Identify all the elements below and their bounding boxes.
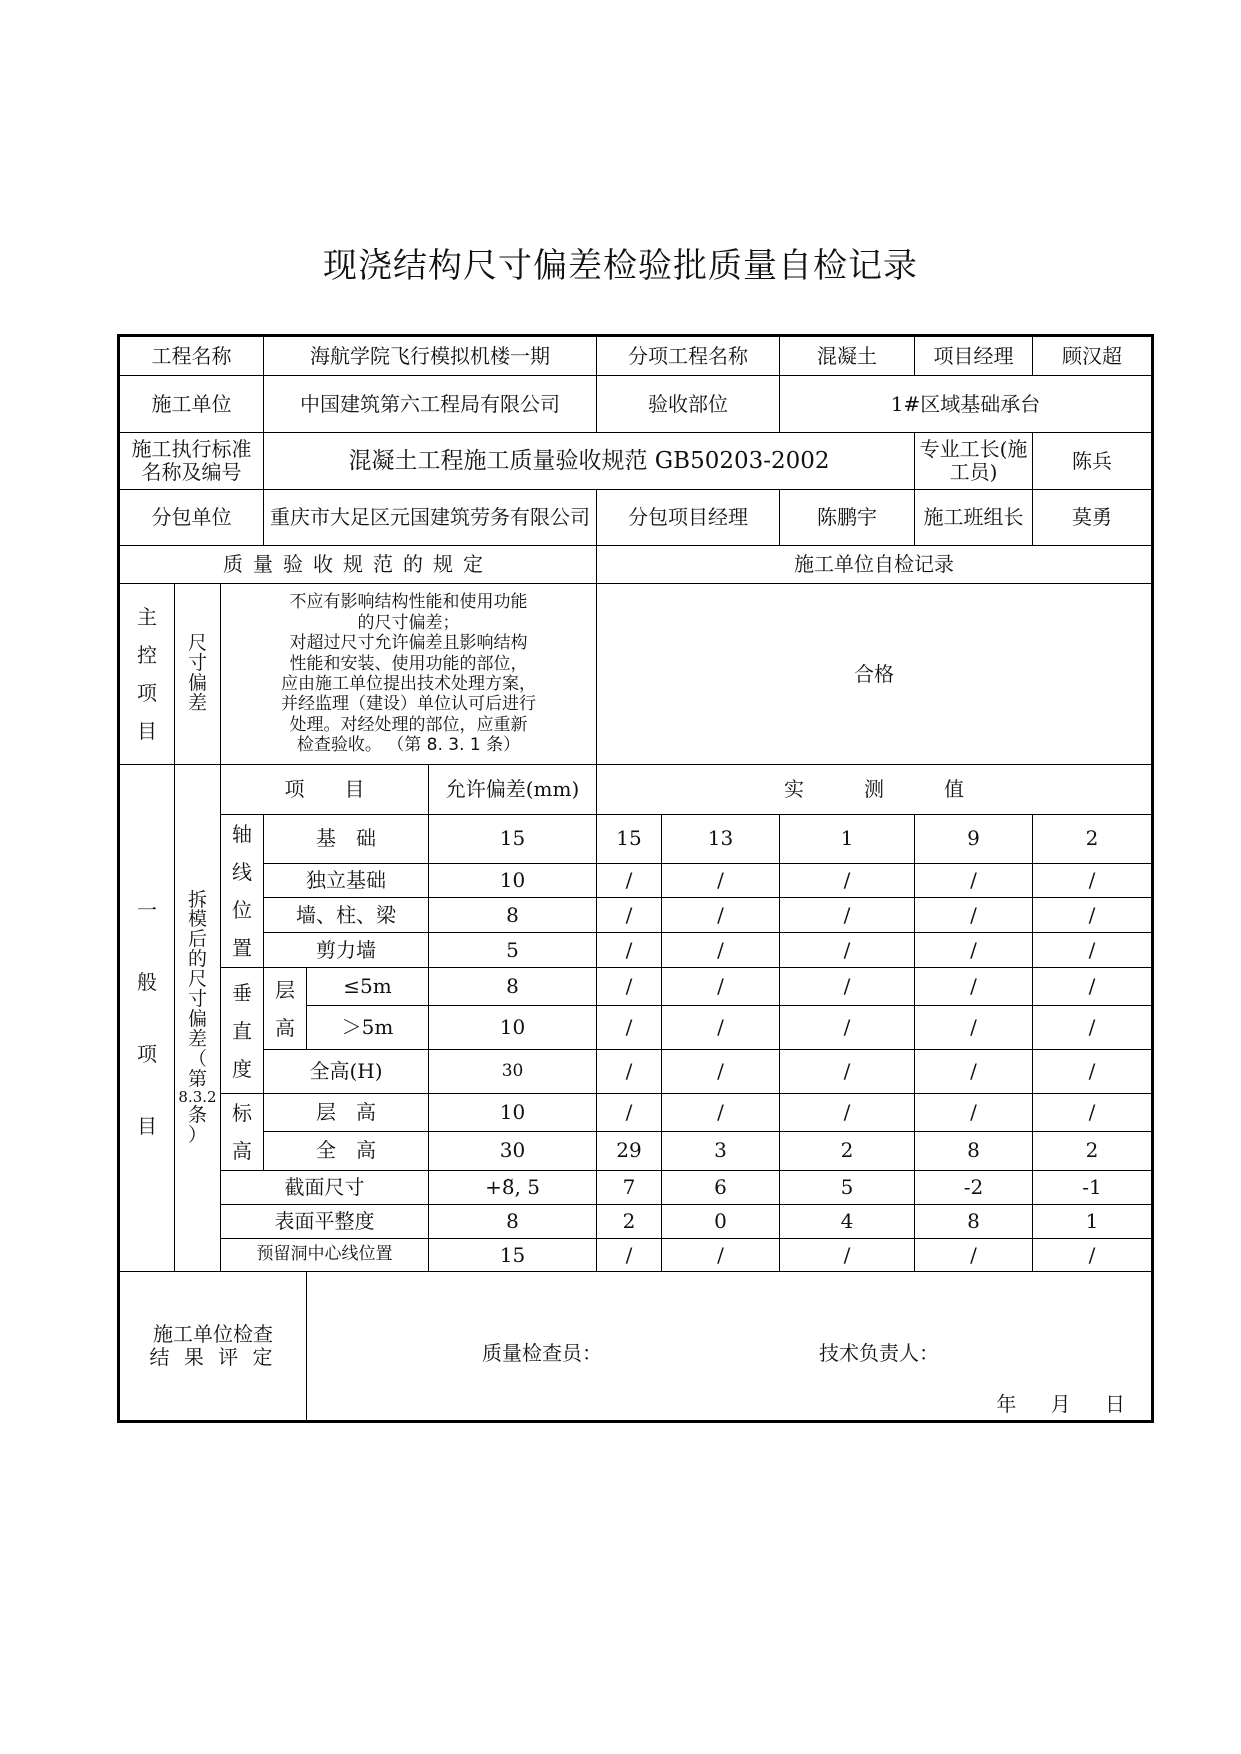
measured-value: 4 — [780, 1205, 915, 1239]
measured-value: / — [780, 898, 915, 933]
row-name: 表面平整度 — [221, 1205, 429, 1239]
measured-value: / — [915, 1239, 1033, 1272]
measured-value: / — [597, 863, 662, 898]
record-header: 施工单位自检记录 — [597, 546, 1153, 584]
evaluation-label: 施工单位检查 结 果 评 定 — [119, 1272, 307, 1422]
row-tolerance: 15 — [429, 1239, 597, 1272]
general-items-label: 一 般 项 目 — [119, 765, 175, 1272]
axis-position-label: 轴 线 位 置 — [221, 815, 264, 968]
measured-value: 9 — [915, 815, 1033, 864]
measured-value: 0 — [662, 1205, 780, 1239]
table-row — [119, 863, 1153, 898]
table-row — [119, 933, 1153, 968]
measured-value: 29 — [597, 1131, 662, 1170]
measured-value: / — [780, 933, 915, 968]
standard-value: 混凝土工程施工质量验收规范 GB50203-2002 — [264, 433, 915, 490]
row-tolerance: 5 — [429, 933, 597, 968]
main-control-label: 主 控 项 目 — [119, 584, 175, 765]
measured-value: 1 — [780, 815, 915, 864]
quality-inspector-label: 质量检查员： — [482, 1341, 603, 1365]
measured-value: / — [597, 1006, 662, 1050]
measured-value: / — [915, 1006, 1033, 1050]
measured-value: / — [780, 1050, 915, 1094]
measured-value: / — [915, 898, 1033, 933]
row-name: ≤5m — [307, 968, 429, 1006]
measured-value: 1 — [1033, 1205, 1153, 1239]
standard-label: 施工执行标准名称及编号 — [119, 433, 264, 490]
sub-project-label: 分项工程名称 — [597, 336, 780, 376]
spec-header: 质量验收规范的规定 — [119, 546, 597, 584]
manager-label: 项目经理 — [915, 336, 1033, 376]
measured-value: / — [662, 968, 780, 1006]
measured-header: 实 测 值 — [597, 765, 1153, 815]
measured-value: / — [1033, 863, 1153, 898]
acceptance-part-value: 1#区域基础承台 — [780, 376, 1153, 433]
measured-value: / — [1033, 898, 1153, 933]
elevation-label: 标 高 — [221, 1094, 264, 1171]
row-tolerance: 10 — [429, 863, 597, 898]
measured-value: / — [597, 968, 662, 1006]
row-name: 基 础 — [264, 815, 429, 864]
table-row — [119, 815, 1153, 864]
measured-value: / — [1033, 933, 1153, 968]
measured-value: / — [597, 1239, 662, 1272]
measured-value: / — [915, 1094, 1033, 1132]
row-name: 层 高 — [264, 1094, 429, 1132]
measured-value: / — [1033, 1006, 1153, 1050]
date-label: 年 月 日 — [996, 1392, 1126, 1416]
row-name: 全 高 — [264, 1131, 429, 1170]
contractor-value: 中国建筑第六工程局有限公司 — [264, 376, 597, 433]
measured-value: / — [597, 1050, 662, 1094]
row-tolerance: 10 — [429, 1094, 597, 1132]
measured-value: / — [780, 863, 915, 898]
subcontractor-value: 重庆市大足区元国建筑劳务有限公司 — [264, 490, 597, 546]
measured-value: / — [662, 1050, 780, 1094]
table-row — [119, 1239, 1153, 1272]
team-leader-label: 施工班组长 — [915, 490, 1033, 546]
row-tolerance: 8 — [429, 968, 597, 1006]
table-row — [119, 1131, 1153, 1170]
project-name-label: 工程名称 — [119, 336, 264, 376]
measured-value: / — [1033, 968, 1153, 1006]
measured-value: / — [780, 968, 915, 1006]
measured-value: / — [1033, 1050, 1153, 1094]
row-tolerance: +8̃, 5 — [429, 1171, 597, 1205]
technical-lead-label: 技术负责人： — [819, 1341, 940, 1365]
measured-value: / — [662, 933, 780, 968]
measured-value: 8 — [915, 1131, 1033, 1170]
measured-value: 13 — [662, 815, 780, 864]
measured-value: 3 — [662, 1131, 780, 1170]
measured-value: 7 — [597, 1171, 662, 1205]
measured-value: -1 — [1033, 1171, 1153, 1205]
measured-value: / — [597, 1094, 662, 1132]
tolerance-header: 允许偏差(mm) — [429, 765, 597, 815]
measured-value: / — [662, 1006, 780, 1050]
table-row — [119, 1205, 1153, 1239]
row-tolerance: 30 — [429, 1050, 597, 1094]
row-tolerance: 30 — [429, 1131, 597, 1170]
manager-value: 顾汉超 — [1033, 336, 1153, 376]
evaluation-signatures — [307, 1272, 1153, 1422]
row-name: 截面尺寸 — [221, 1171, 429, 1205]
row-tolerance: 10 — [429, 1006, 597, 1050]
project-name-value: 海航学院飞行模拟机楼一期 — [264, 336, 597, 376]
measured-value: 2 — [1033, 815, 1153, 864]
table-row — [119, 1050, 1153, 1094]
measured-value: 5 — [780, 1171, 915, 1205]
post-formwork-deviation-label: 拆 模 后 的 尺 寸 偏 差 （ 第 8.3.2 条 ） — [175, 765, 221, 1272]
measured-value: -2 — [915, 1171, 1033, 1205]
team-leader-value: 莫勇 — [1033, 490, 1153, 546]
measured-value: / — [662, 898, 780, 933]
row-name: 墙、柱、梁 — [264, 898, 429, 933]
table-row — [119, 1171, 1153, 1205]
measured-value: / — [662, 1239, 780, 1272]
measured-value: 8 — [915, 1205, 1033, 1239]
measured-value: / — [915, 863, 1033, 898]
row-name: 剪力墙 — [264, 933, 429, 968]
main-control-result: 合格 — [597, 584, 1153, 765]
row-tolerance: 8 — [429, 1205, 597, 1239]
floor-height-label: 层 高 — [264, 968, 307, 1050]
subcontractor-label: 分包单位 — [119, 490, 264, 546]
acceptance-part-label: 验收部位 — [597, 376, 780, 433]
page-title: 现浇结构尺寸偏差检验批质量自检记录 — [323, 246, 918, 286]
measured-value: / — [662, 1094, 780, 1132]
measured-value: / — [915, 968, 1033, 1006]
measured-value: / — [915, 933, 1033, 968]
measured-value: / — [1033, 1094, 1153, 1132]
dimension-deviation-label: 尺 寸 偏 差 — [175, 584, 221, 765]
table-row — [119, 1094, 1153, 1132]
contractor-label: 施工单位 — [119, 376, 264, 433]
measured-value: 2 — [597, 1205, 662, 1239]
verticality-label: 垂 直 度 — [221, 968, 264, 1094]
foreman-label: 专业工长(施工员) — [915, 433, 1033, 490]
row-tolerance: 15 — [429, 815, 597, 864]
measured-value: 2 — [1033, 1131, 1153, 1170]
table-row — [119, 898, 1153, 933]
row-name: 独立基础 — [264, 863, 429, 898]
sub-manager-value: 陈鹏宇 — [780, 490, 915, 546]
main-control-requirement: 不应有影响结构性能和使用功能 的尺寸偏差； 对超过尺寸允许偏差且影响结构 性能和安装、使用功能的部位， 应由施工单位提出技术处理方案， 并经监理（建设）单位认可后进行 处理。对经处理的部位，应重新 检查验收。 （第 8. 3. 1 条） — [221, 584, 597, 765]
inspection-form — [117, 334, 1154, 1423]
measured-value: / — [662, 863, 780, 898]
measured-value: / — [780, 1094, 915, 1132]
row-name: 全高(H) — [264, 1050, 429, 1094]
measured-value: / — [597, 933, 662, 968]
measured-value: / — [780, 1006, 915, 1050]
row-name: 预留洞中心线位置 — [221, 1239, 429, 1272]
foreman-value: 陈兵 — [1033, 433, 1153, 490]
row-tolerance: 8 — [429, 898, 597, 933]
measured-value: / — [1033, 1239, 1153, 1272]
measured-value: / — [597, 898, 662, 933]
table-row — [119, 968, 1153, 1006]
measured-value: 6 — [662, 1171, 780, 1205]
item-header: 项 目 — [221, 765, 429, 815]
sub-manager-label: 分包项目经理 — [597, 490, 780, 546]
measured-value: / — [780, 1239, 915, 1272]
measured-value: 2 — [780, 1131, 915, 1170]
measured-value: / — [915, 1050, 1033, 1094]
sub-project-value: 混凝土 — [780, 336, 915, 376]
row-name: ＞5m — [307, 1006, 429, 1050]
measured-value: 15 — [597, 815, 662, 864]
